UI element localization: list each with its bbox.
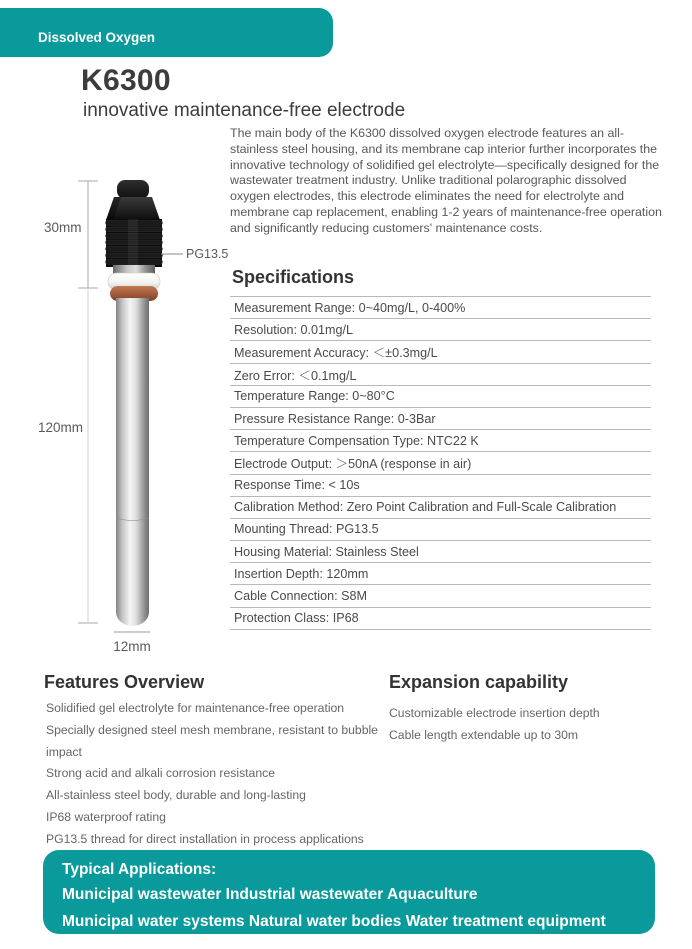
feature-item: IP68 waterproof rating (46, 809, 166, 824)
spec-row: Resolution: 0.01mg/L (230, 319, 651, 341)
spec-row: Response Time: < 10s (230, 475, 651, 497)
electrode-thread-section (106, 219, 163, 267)
spec-row: Zero Error: ＜0.1mg/L (230, 364, 651, 386)
dim-120mm-label: 120mm (38, 420, 84, 435)
features-list (46, 698, 391, 851)
applications-line: Municipal water systems Natural water bodies Water treatment equipment (62, 912, 606, 930)
spec-row: Pressure Resistance Range: 0-3Bar (230, 408, 651, 430)
electrode-diagram (30, 158, 230, 663)
expansion-heading: Expansion capability (389, 672, 569, 692)
thread-callout-label: PG13.5 (186, 247, 229, 261)
category-banner (0, 8, 333, 57)
spec-row: Protection Class: IP68 (230, 608, 651, 630)
product-subtitle: innovative maintenance-free electrode (83, 100, 406, 121)
feature-item: All-stainless steel body, durable and long-lasting (46, 788, 306, 803)
feature-item: Specially designed steel mesh membrane, resistant to bubble impact (46, 722, 378, 759)
expansion-item: Cable length extendable up to 30m (389, 728, 579, 742)
spec-row: Cable Connection: S8M (230, 585, 651, 607)
spec-row: Measurement Range: 0~40mg/L, 0-400% (230, 297, 651, 319)
dimension-120mm (78, 288, 98, 623)
feature-item: PG13.5 thread for direct installation in process applications (46, 831, 364, 846)
spec-row: Electrode Output: ＞50nA (response in air) (230, 452, 651, 474)
category-label: Dissolved Oxygen (38, 30, 156, 45)
dim-30mm-label: 30mm (44, 220, 82, 235)
spec-row: Housing Material: Stainless Steel (230, 541, 651, 563)
spec-row: Mounting Thread: PG13.5 (230, 519, 651, 541)
product-description: The main body of the K6300 dissolved oxygen electrode features an all-stainless steel housing, and its membrane cap interior further incorporates the innovative technology of solidified gel electrolyte—specifically designed for the wastewater treatment industry. Unlike traditional polarographic dissolved oxygen electrodes, this electrode eliminates the need for electrolyte and membrane cap replacement, enabling 1-2 years of maintenance-free operation and significantly reducing customers' maintenance costs. (230, 126, 662, 235)
spec-row: Insertion Depth: 120mm (230, 563, 651, 585)
product-title: K6300 (81, 64, 171, 97)
specifications-heading: Specifications (232, 267, 355, 287)
applications-line: Municipal wastewater Industrial wastewater Aquaculture (62, 886, 478, 903)
spec-row: Calibration Method: Zero Point Calibration and Full-Scale Calibration (230, 497, 651, 519)
expansion-item: Customizable electrode insertion depth (389, 706, 600, 720)
dim-12mm-label: 12mm (113, 639, 151, 654)
expansion-list (389, 702, 669, 746)
applications-banner (43, 850, 655, 934)
features-heading: Features Overview (44, 672, 205, 692)
applications-heading: Typical Applications: (62, 861, 217, 878)
feature-item: Solidified gel electrolyte for maintenance-free operation (46, 701, 345, 715)
electrode-illustration (106, 180, 163, 626)
specifications-table (230, 296, 651, 630)
electrode-steel-tube (116, 298, 149, 626)
feature-item: Strong acid and alkali corrosion resistance (46, 766, 275, 781)
electrode-cap-dome (117, 180, 149, 199)
spec-row: Temperature Range: 0~80°C (230, 386, 651, 408)
spec-row: Temperature Compensation Type: NTC22 K (230, 430, 651, 452)
spec-row: Measurement Accuracy: ＜±0.3mg/L (230, 341, 651, 363)
